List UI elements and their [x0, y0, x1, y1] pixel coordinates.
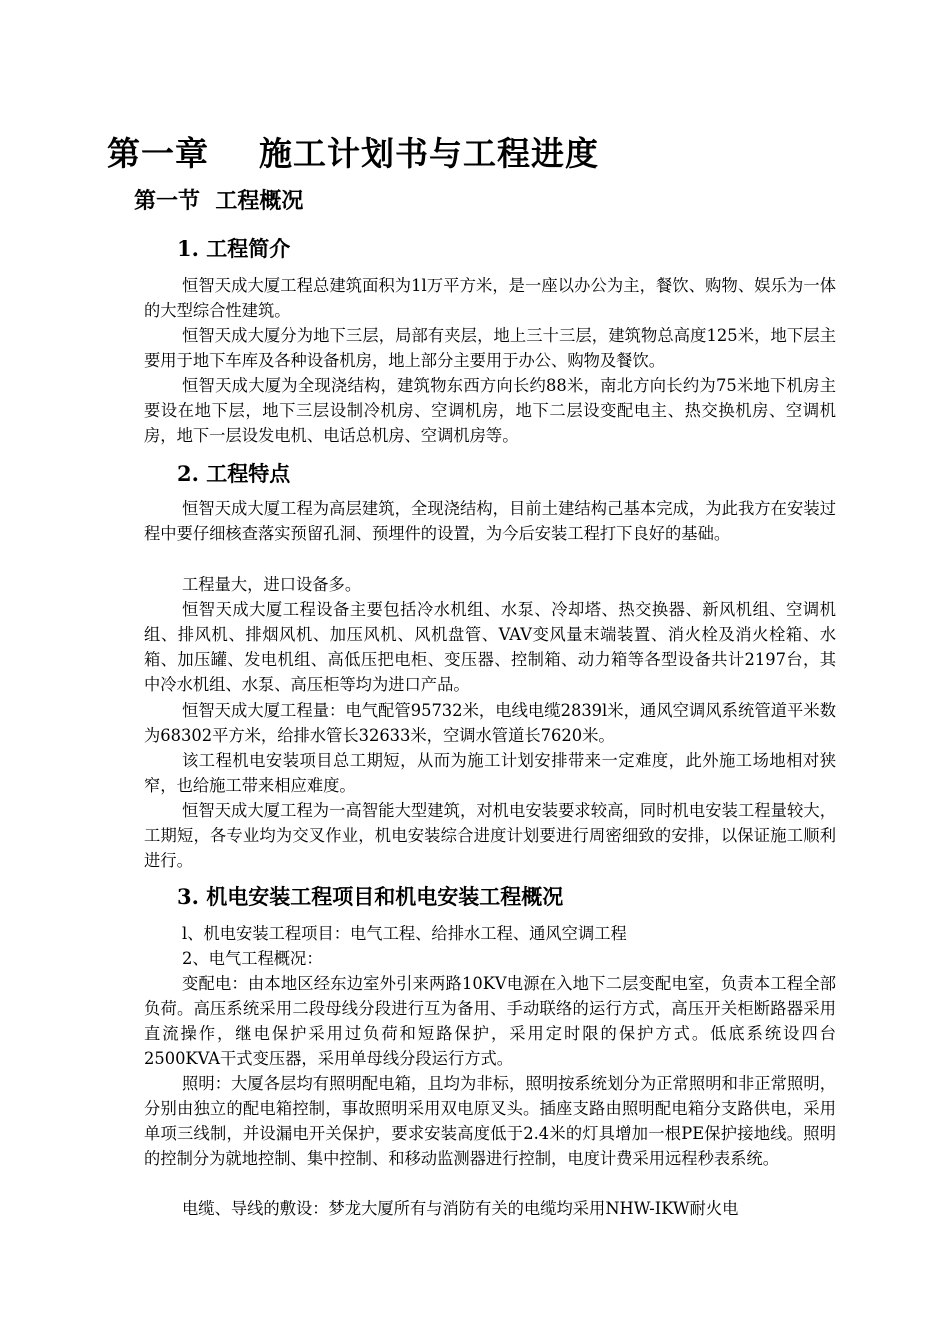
paragraph: 工程量大，进口设备多。	[182, 575, 362, 594]
paragraph: 电缆、导线的敷设：梦龙大厦所有与消防有关的电缆均采用NHW-IKW耐火电	[182, 1199, 739, 1218]
paragraph: 2、电气工程概况：	[182, 949, 323, 968]
paragraph: 恒智天成大厦工程为一高智能大型建筑，对机电安装要求较高，同时机电安装工程量较大，工期短，各专业均为交叉作业，机电安装综合进度计划要进行周密细致的安排，以保证施工顺利进行。	[144, 801, 836, 871]
paragraph: 恒智天成大厦分为地下三层，局部有夹层，地上三十三层，建筑物总高度125米，地下层主要用于地下车库及各种设备机房，地上部分主要用于办公、购物及餐饮。	[144, 326, 836, 371]
paragraph: l、机电安装工程项目：电气工程、给排水工程、通风空调工程	[182, 924, 627, 943]
paragraph: 恒智天成大厦工程量：电气配管95732米，电线电缆2839l米，通风空调风系统管道平米数为68302平方米，给排水管长32633米，空调水管道长7620米。	[144, 701, 836, 746]
heading-project-features: 2. 工程特点	[177, 461, 291, 486]
heading-project-intro: 1. 工程简介	[177, 236, 291, 261]
section-title: 第一节 工程概况	[134, 189, 304, 214]
chapter-title: 第一章 施工计划书与工程进度	[107, 134, 599, 173]
heading-mep-overview: 3. 机电安装工程项目和机电安装工程概况	[177, 884, 564, 909]
paragraph: 该工程机电安装项目总工期短，从而为施工计划安排带来一定难度，此外施工场地相对狭窄，也给施工带来相应难度。	[144, 751, 836, 796]
paragraph: 照明：大厦各层均有照明配电箱，且均为非标，照明按系统划分为正常照明和非正常照明，分别由独立的配电箱控制，事故照明采用双电原叉头。插座支路由照明配电箱分支路供电，采用单项三线制，并设漏电开关保护，要求安装高度低于2.4米的灯具增加一根PE保护接地线。照明的控制分为就地控制、集中控制、和移动监测器进行控制，电度计费采用远程秒表系统。	[144, 1074, 836, 1169]
paragraph: 恒智天成大厦工程设备主要包括冷水机组、水泵、冷却塔、热交换器、新风机组、空调机组、排风机、排烟风机、加压风机、风机盘管、VAV变风量末端装置、消火栓及消火栓箱、水箱、加压罐、发电机组、高低压把电柜、变压器、控制箱、动力箱等各型设备共计2197台，其中冷水机组、水泵、高压柜等均为进口产品。	[144, 600, 836, 695]
paragraph: 恒智天成大厦工程为高层建筑，全现浇结构，目前土建结构己基本完成，为此我方在安装过程中要仔细核查落实预留孔洞、预埋件的设置，为今后安装工程打下良好的基础。	[144, 499, 836, 544]
paragraph: 恒智天成大厦工程总建筑面积为1l万平方米，是一座以办公为主，餐饮、购物、娱乐为一体的大型综合性建筑。	[144, 276, 836, 321]
paragraph: 变配电：由本地区经东边室外引来两路10KV电源在入地下二层变配电室，负责本工程全部负荷。高压系统采用二段母线分段进行互为备用、手动联络的运行方式，高压开关柜断路器采用直流操作，继电保护采用过负荷和短路保护，采用定时限的保护方式。低底系统设四台2500KVA干式变压器，采用单母线分段运行方式。	[144, 974, 836, 1069]
paragraph: 恒智天成大厦为全现浇结构，建筑物东西方向长约88米，南北方向长约为75米地下机房主要设在地下层，地下三层设制冷机房、空调机房，地下二层设变配电主、热交换机房、空调机房，地下一层设发电机、电话总机房、空调机房等。	[144, 376, 836, 446]
